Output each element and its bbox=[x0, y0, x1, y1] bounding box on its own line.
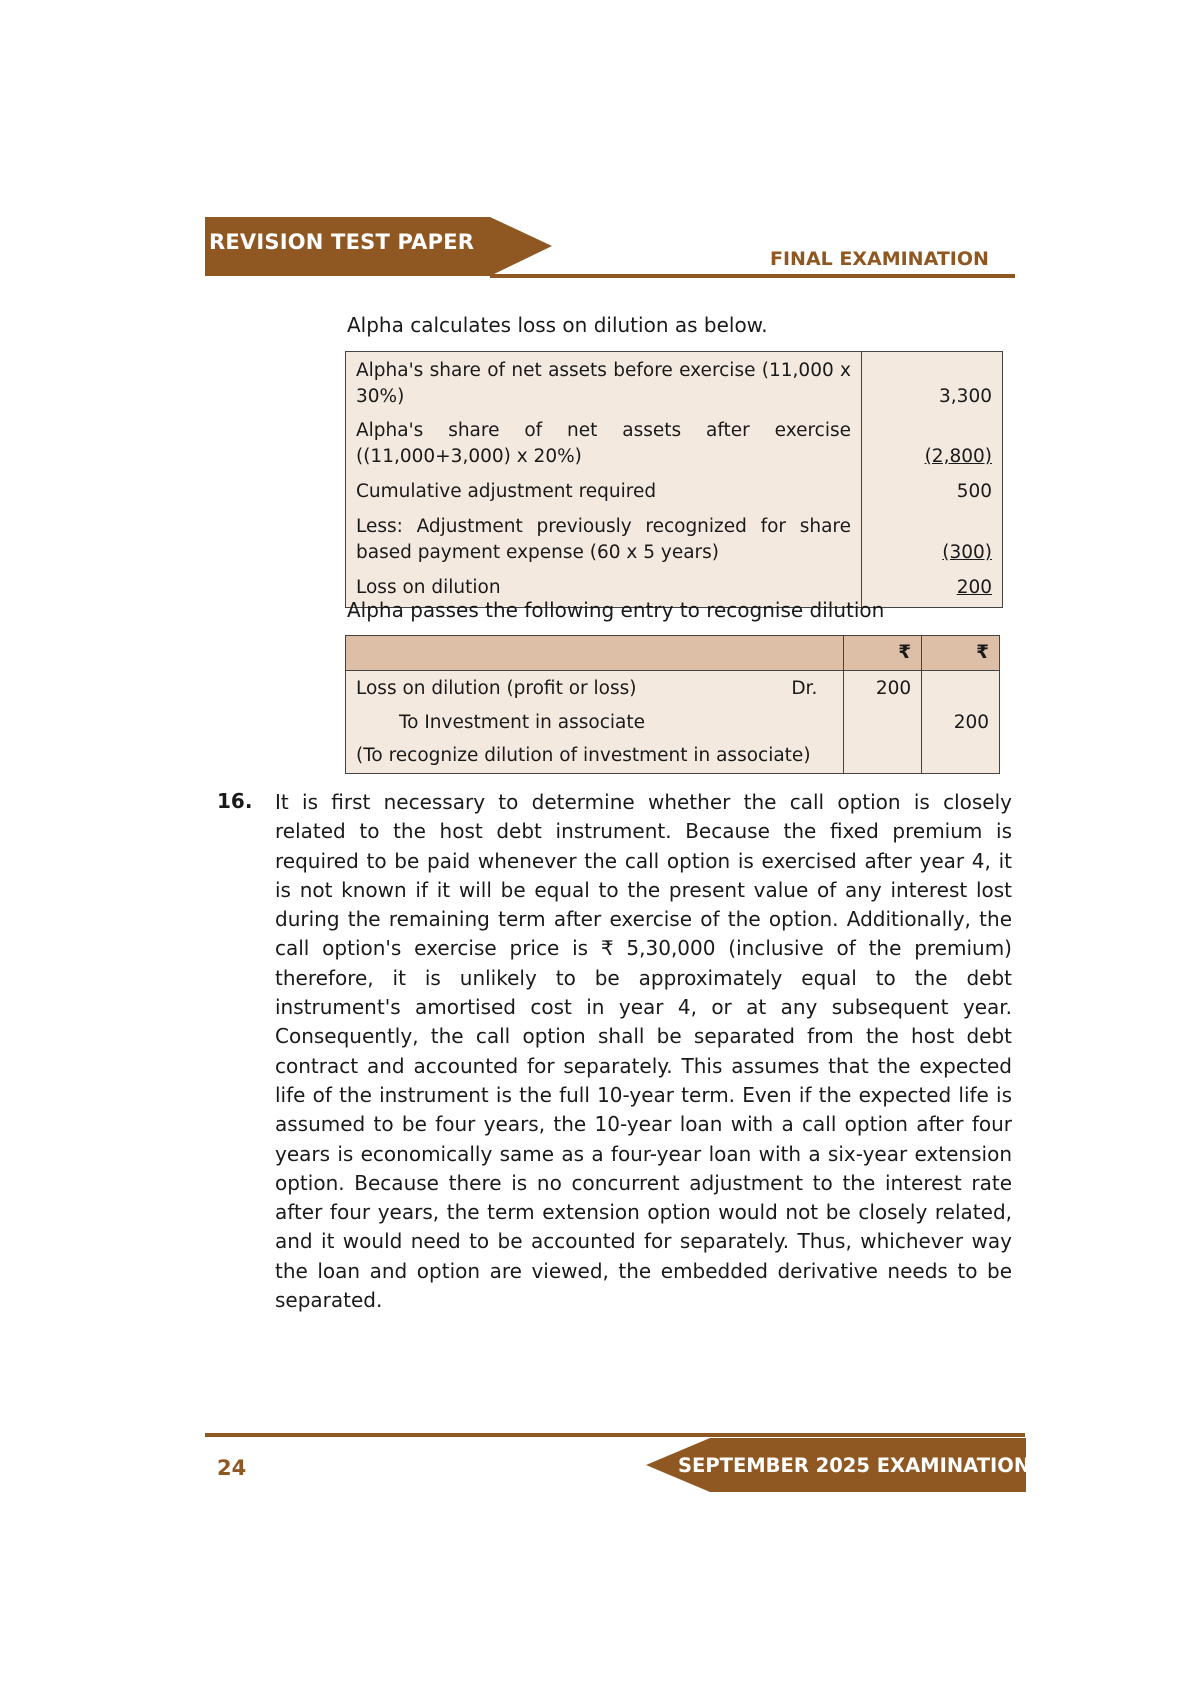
row-label: Loss on dilution bbox=[346, 569, 862, 608]
row-value: 500 bbox=[862, 473, 1003, 508]
row-label: Alpha's share of net assets after exercise ((11,000+3,000) x 20%) bbox=[346, 414, 862, 473]
page-number: 24 bbox=[217, 1456, 247, 1480]
row-value: 3,300 bbox=[862, 352, 1003, 415]
table-row bbox=[346, 671, 1000, 706]
header-banner-arrow bbox=[490, 217, 552, 276]
dilution-table bbox=[345, 351, 1003, 608]
row-label: Cumulative adjustment required bbox=[346, 473, 862, 508]
table-header-row bbox=[346, 636, 1000, 671]
currency-dr: ₹ bbox=[844, 636, 922, 671]
journal-entry-table bbox=[345, 635, 1000, 774]
row-value: (300) bbox=[942, 542, 992, 563]
table-row bbox=[346, 508, 1003, 569]
header-right-title: FINAL EXAMINATION bbox=[770, 248, 989, 270]
question-number: 16. bbox=[217, 789, 253, 813]
debit-marker: Dr. bbox=[791, 678, 818, 699]
row-label: Alpha's share of net assets before exercise (11,000 x 30%) bbox=[346, 352, 862, 415]
header-left-title: REVISION TEST PAPER bbox=[209, 230, 475, 254]
table-row bbox=[346, 740, 1000, 774]
credit-amount: 200 bbox=[922, 705, 1000, 740]
footer-rule bbox=[205, 1433, 1025, 1437]
header-rule bbox=[490, 274, 1015, 278]
credit-account: To Investment in associate bbox=[346, 705, 844, 740]
intro-text: Alpha calculates loss on dilution as below. bbox=[347, 313, 768, 337]
table-row bbox=[346, 473, 1003, 508]
debit-account: Loss on dilution (profit or loss) bbox=[356, 678, 637, 699]
debit-amount: 200 bbox=[844, 671, 922, 706]
table-row bbox=[346, 352, 1003, 415]
table-row bbox=[346, 414, 1003, 473]
currency-cr: ₹ bbox=[922, 636, 1000, 671]
row-value: 200 bbox=[956, 577, 992, 598]
row-value: (2,800) bbox=[924, 446, 992, 467]
table-row bbox=[346, 705, 1000, 740]
entry-intro-text: Alpha passes the following entry to recognise dilution bbox=[347, 598, 885, 622]
entry-narration: (To recognize dilution of investment in associate) bbox=[346, 740, 844, 774]
footer-exam-label: SEPTEMBER 2025 EXAMINATION bbox=[678, 1454, 1031, 1477]
row-label: Less: Adjustment previously recognized for share based payment expense (60 x 5 years) bbox=[346, 508, 862, 569]
question-answer-text: It is first necessary to determine whether the call option is closely related to the host debt instrument. Because the fixed premium is required to be paid whenever the call option is exercised after year 4, it is not known if it will be equal to the present value of any interest lost during the remaining term after exercise of the option. Additionally, the call option's exercise price is ₹ 5,30,000 (inclusive of the premium) therefore, it is unlikely to be approximately equal to the debt instrument's amortised cost in year 4, or at any subsequent year. Consequently, the call option shall be separated from the host debt contract and accounted for separately. This assumes that the expected life of the instrument is the full 10-year term. Even if the expected life is assumed to be four years, the 10-year loan with a call option after four years is economically same as a four-year loan with a six-year extension option. Because there is no concurrent adjustment to the interest rate after four years, the term extension option would not be closely related, and it would need to be accounted for separately. Thus, whichever way the loan and option are viewed, the embedded derivative needs to be separated. bbox=[275, 790, 1012, 1313]
